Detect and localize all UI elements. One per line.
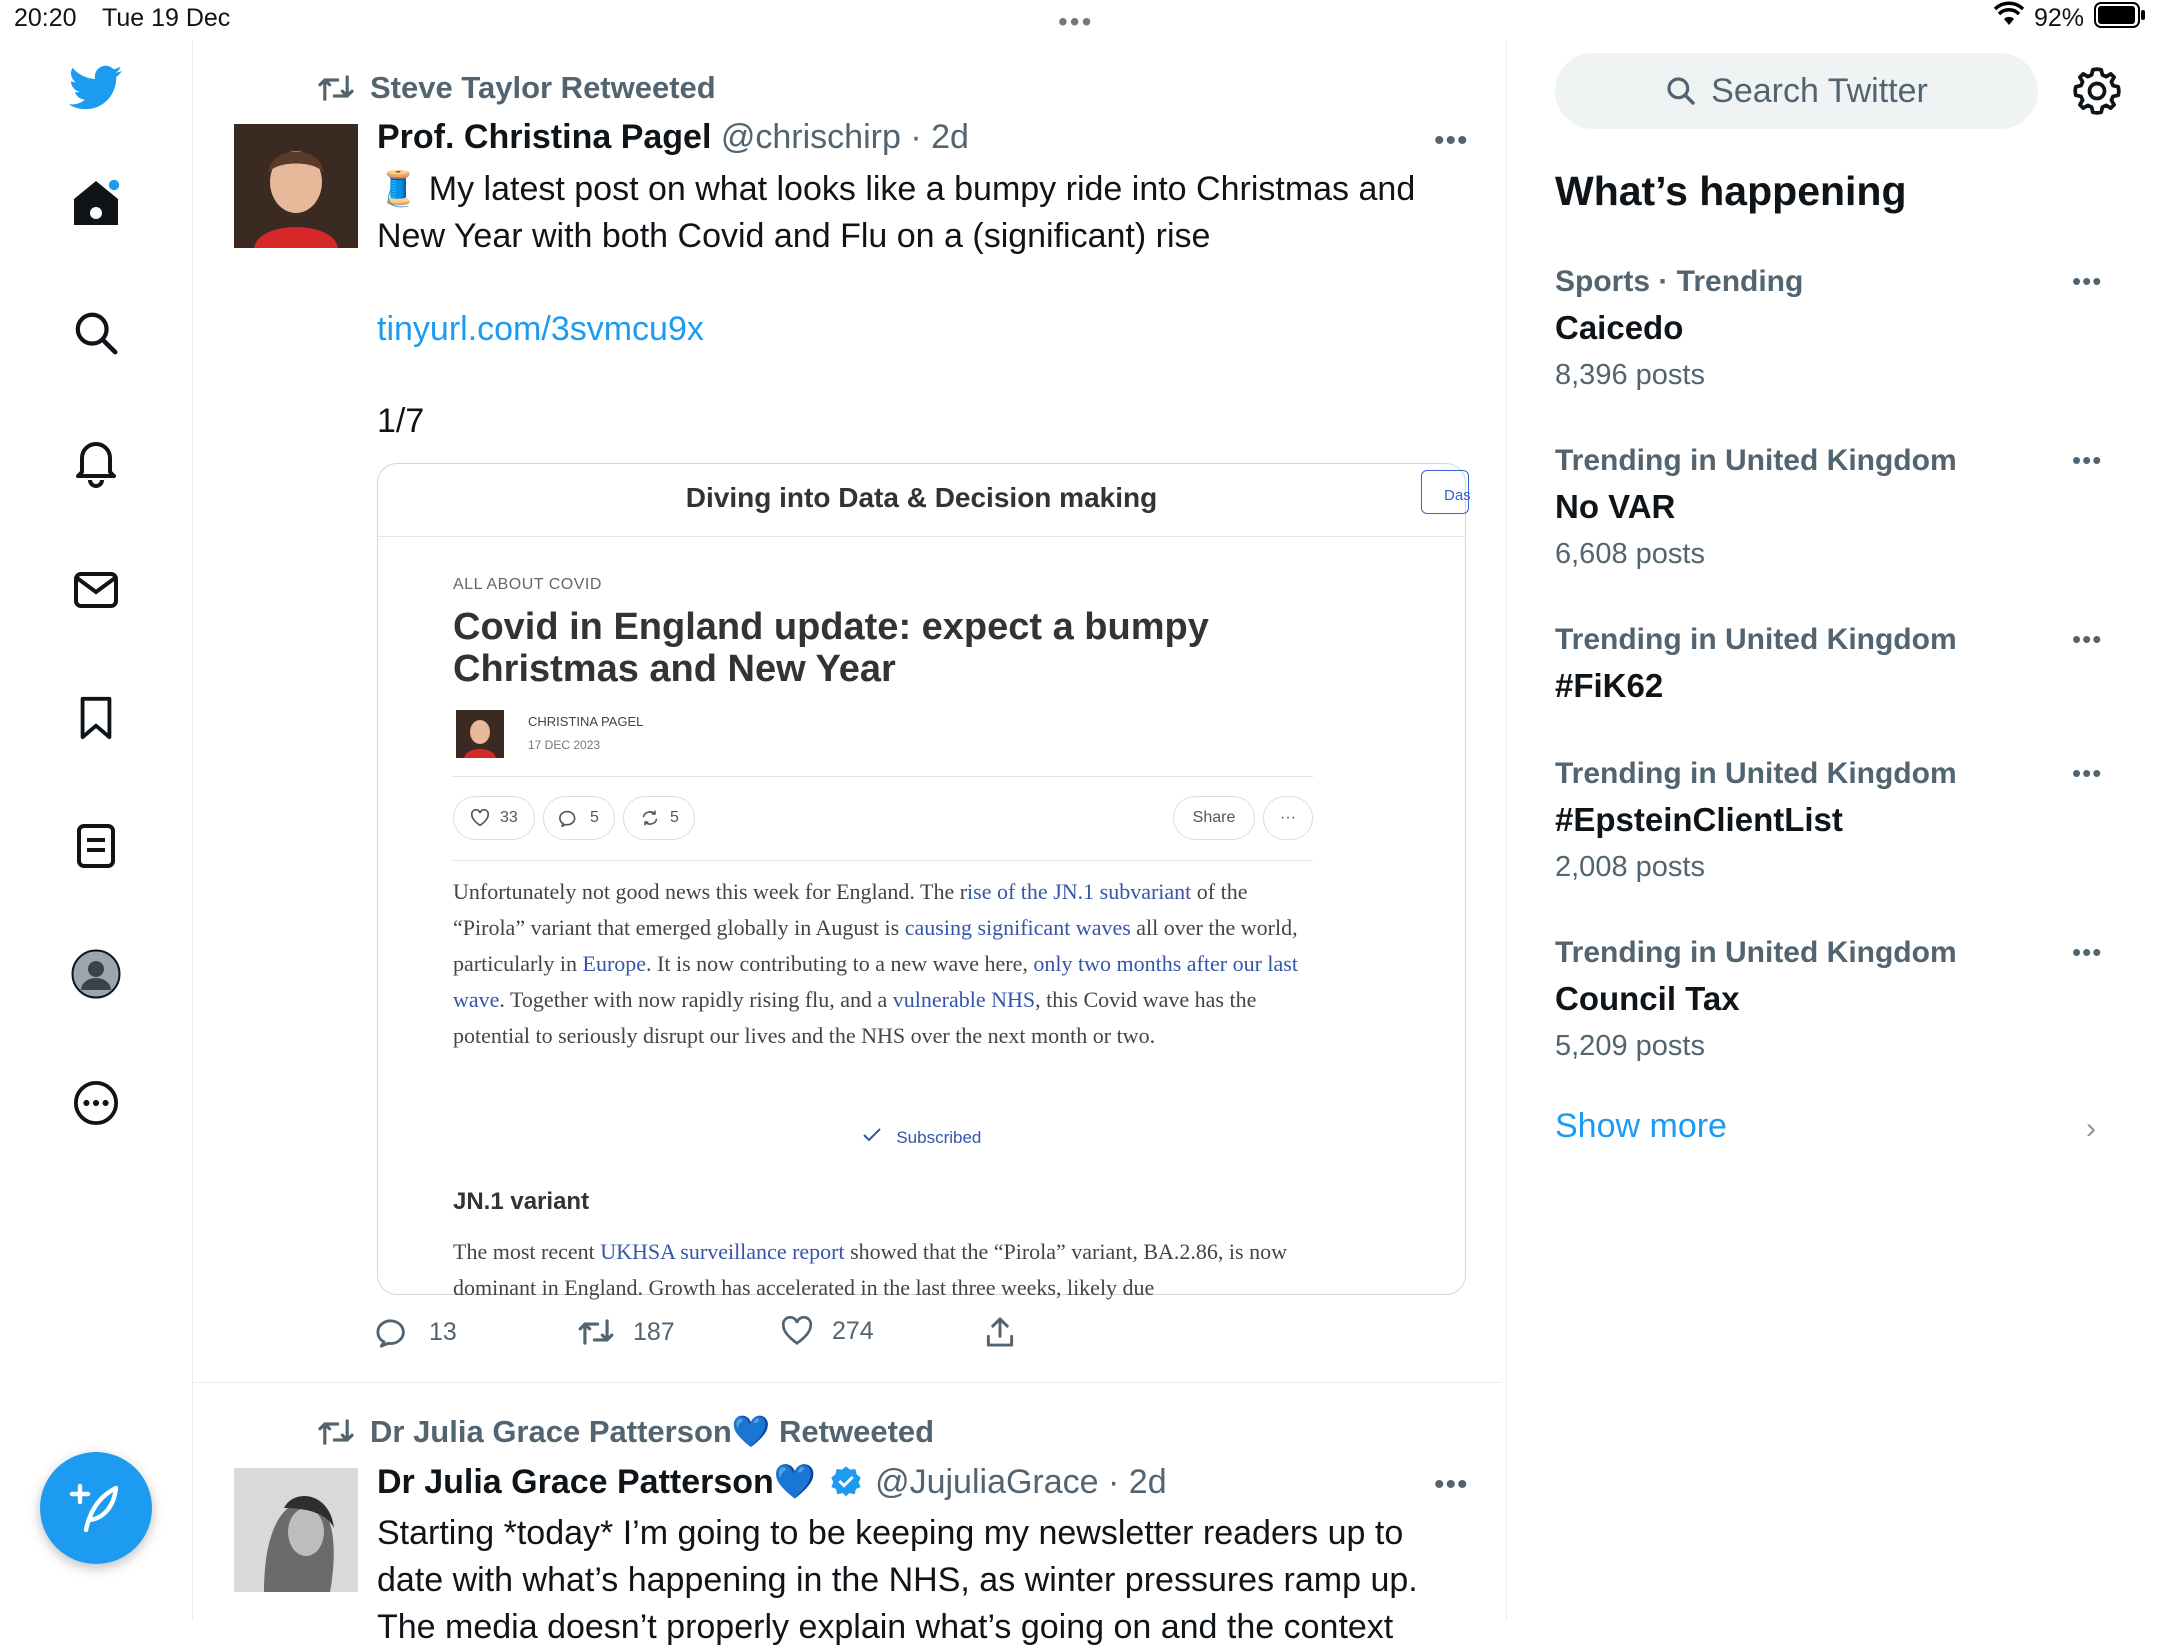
article-like-count: 33 [500, 809, 518, 826]
verified-badge-icon [830, 1465, 862, 1506]
trend-category: Sports · Trending [1555, 265, 1804, 298]
trend-count: 8,396 posts [1555, 359, 1705, 391]
trend-name: No VAR [1555, 488, 1676, 525]
article-rule [453, 776, 1313, 777]
article-subheading: JN.1 variant [453, 1188, 590, 1215]
compose-feather-icon [70, 1482, 122, 1534]
avatar[interactable] [234, 124, 358, 248]
search-nav-icon[interactable] [68, 305, 124, 361]
search-icon [1665, 75, 1697, 107]
card-site-title: Diving into Data & Decision making [685, 482, 1158, 513]
body-text: all over the world, particularly in [453, 915, 1298, 976]
article-share-button[interactable]: Share [1173, 796, 1255, 840]
bookmarks-icon[interactable] [68, 690, 124, 746]
battery-icon [2094, 2, 2146, 35]
trend-name: Caicedo [1555, 309, 1684, 346]
article-rule [453, 860, 1313, 861]
article-tag: ALL ABOUT COVID [453, 576, 602, 593]
retweet-context[interactable] [316, 70, 716, 106]
compose-tweet-button[interactable] [40, 1452, 152, 1564]
body-text: , this Covid wave has the potential to seriously disrupt our lives and the NHS over the next month or two. [453, 987, 1257, 1048]
home-icon[interactable] [68, 175, 124, 231]
body-text: Unfortunately not good news this week for England. The r [453, 879, 968, 904]
trend-item[interactable] [1555, 265, 2115, 392]
article-author: CHRISTINA PAGEL [528, 714, 644, 729]
article-date: 17 DEC 2023 [528, 738, 601, 752]
multitasking-dots[interactable]: ••• [1058, 6, 1094, 37]
tweet-text-line: date with what’s happening in the NHS, as winter pressures ramp up. [377, 1561, 1418, 1599]
wifi-icon [1994, 3, 2024, 34]
show-more-link[interactable]: Show more [1555, 1107, 1727, 1145]
body-text: The most recent [453, 1239, 601, 1264]
tweet-more-button[interactable]: ••• [1434, 1468, 1469, 1501]
search-placeholder: Search Twitter [1711, 71, 1928, 110]
reply-icon [377, 1316, 411, 1348]
tweet-text-line: Starting *today* I’m going to be keeping my newsletter readers up to [377, 1514, 1404, 1552]
twitter-logo-icon[interactable] [68, 60, 124, 116]
retweeted-by-label: Dr Julia Grace Patterson💙 Retweeted [370, 1414, 935, 1449]
avatar[interactable] [234, 1468, 358, 1592]
check-icon [862, 1127, 882, 1143]
right-column-divider [1506, 40, 1507, 1620]
trend-category: Trending in United Kingdom [1555, 757, 1957, 790]
retweet-small-icon [316, 72, 356, 104]
notifications-bell-icon[interactable] [68, 434, 124, 490]
reply-count: 13 [429, 1317, 457, 1346]
trend-count: 2,008 posts [1555, 851, 1705, 883]
trend-more-button[interactable]: ••• [2072, 624, 2103, 654]
sidebar-divider [192, 40, 193, 1620]
retweet-icon [577, 1316, 615, 1348]
comment-icon [560, 809, 580, 827]
body-link[interactable]: only two months after our last wave [453, 951, 1298, 1012]
trend-name: #EpsteinClientList [1555, 801, 1843, 838]
trend-item[interactable] [1555, 623, 2115, 705]
like-button[interactable] [780, 1316, 874, 1346]
card-header [378, 464, 1471, 537]
trend-category: Trending in United Kingdom [1555, 623, 1957, 656]
whats-happening-heading: What’s happening [1555, 168, 1907, 214]
status-time: 20:20 [14, 4, 77, 32]
trend-category: Trending in United Kingdom [1555, 444, 1957, 477]
tweet-text-line: 🧵 My latest post on what looks like a bumpy ride into Christmas and [377, 170, 1416, 208]
retweet-count: 187 [633, 1317, 675, 1346]
profile-avatar-icon[interactable] [68, 946, 124, 1002]
card-dashboard-button[interactable]: Das [1421, 470, 1469, 514]
article-restack-count: 5 [670, 809, 679, 826]
article-comment-count: 5 [590, 809, 599, 826]
article-body [453, 874, 1313, 1054]
article-body-2 [453, 1234, 1313, 1306]
body-text: showed that the “Pirola” variant, BA.2.86, is now dominant in England. Growth has accelerated in the last three weeks, likely due [453, 1239, 1287, 1300]
tweet-header [377, 1462, 1167, 1506]
article-author-avatar [456, 710, 504, 758]
chevron-right-icon: › [2086, 1112, 2096, 1145]
body-text: . It is now contributing to a new wave here, [646, 951, 1034, 976]
article-title: Covid in England update: expect a bumpy Christmas and New Year [453, 606, 1209, 690]
lists-icon[interactable] [68, 818, 124, 874]
body-link[interactable]: vulnerable NHS [892, 987, 1036, 1012]
retweet-small-icon [316, 1416, 356, 1448]
trend-more-button[interactable]: ••• [2072, 937, 2103, 967]
article-comment-button[interactable] [543, 796, 615, 840]
tweet-timestamp[interactable]: · 2d [1108, 1463, 1167, 1501]
trend-name: #FiK62 [1555, 667, 1664, 704]
retweet-context[interactable] [316, 1413, 934, 1450]
trend-count: 5,209 posts [1555, 1030, 1705, 1062]
retweeted-by-label: Steve Taylor Retweeted [370, 70, 716, 105]
tweet-text-line: The media doesn’t properly explain what’s going on and the context [377, 1608, 1394, 1646]
body-link[interactable]: causing significant waves [904, 915, 1131, 940]
share-icon [985, 1316, 1015, 1348]
status-date: Tue 19 Dec [102, 4, 231, 32]
trend-category: Trending in United Kingdom [1555, 936, 1957, 969]
article-restack-button[interactable] [623, 796, 695, 840]
tweet-link[interactable]: tinyurl.com/3svmcu9x [377, 310, 704, 348]
settings-gear-icon[interactable] [2072, 66, 2122, 116]
tweet-more-button[interactable]: ••• [1434, 124, 1469, 157]
tweet-timestamp[interactable]: · 2d [910, 118, 969, 156]
tweet-author-name[interactable]: Prof. Christina Pagel [377, 118, 712, 156]
subscribed-label: Subscribed [896, 1128, 982, 1147]
subscribed-status[interactable] [378, 1127, 1465, 1148]
trend-more-button[interactable]: ••• [2072, 445, 2103, 475]
tweet-author-name[interactable]: Dr Julia Grace Patterson💙 [377, 1463, 817, 1501]
thread-counter: 1/7 [377, 402, 425, 440]
reply-button[interactable] [377, 1316, 457, 1348]
trend-more-button[interactable]: ••• [2072, 266, 2103, 296]
body-text: of the “Pirola” variant that emerged globally in August is [453, 879, 1248, 940]
body-link[interactable]: ise of the JN.1 subvariant [967, 879, 1192, 904]
body-text: . Together with now rapidly rising flu, and a [499, 987, 893, 1012]
trend-name: Council Tax [1555, 980, 1740, 1017]
tweet-header [377, 118, 969, 157]
heart-icon [470, 809, 490, 827]
share-button[interactable] [985, 1316, 1015, 1348]
search-input[interactable] [1555, 53, 2038, 129]
status-indicators [1994, 2, 2146, 35]
tweet-author-handle[interactable]: @JujuliaGrace [875, 1463, 1099, 1501]
tweet-author-handle[interactable]: @chrischirp [720, 118, 901, 156]
heart-icon [780, 1316, 814, 1346]
retweet-button[interactable] [577, 1316, 675, 1348]
tweet-divider [192, 1382, 1502, 1383]
more-options-icon[interactable] [68, 1075, 124, 1131]
body-link[interactable]: Europe [582, 951, 647, 976]
link-preview-card[interactable] [377, 463, 1471, 1300]
trend-item[interactable] [1555, 936, 2115, 1063]
trend-item[interactable] [1555, 757, 2115, 884]
trend-more-button[interactable]: ••• [2072, 758, 2103, 788]
tweet-text [377, 1510, 1487, 1646]
trend-count: 6,608 posts [1555, 538, 1705, 570]
trend-item[interactable] [1555, 444, 2115, 571]
restack-icon [640, 809, 660, 827]
article-more-button[interactable]: ··· [1263, 796, 1313, 840]
body-link[interactable]: UKHSA surveillance report [600, 1239, 845, 1264]
battery-percent: 92% [2033, 4, 2084, 32]
messages-envelope-icon[interactable] [68, 562, 124, 618]
tweet-text-line: New Year with both Covid and Flu on a (significant) rise [377, 217, 1211, 255]
tweet-text [377, 166, 1477, 260]
like-count: 274 [832, 1316, 874, 1345]
article-like-button[interactable] [453, 796, 535, 840]
